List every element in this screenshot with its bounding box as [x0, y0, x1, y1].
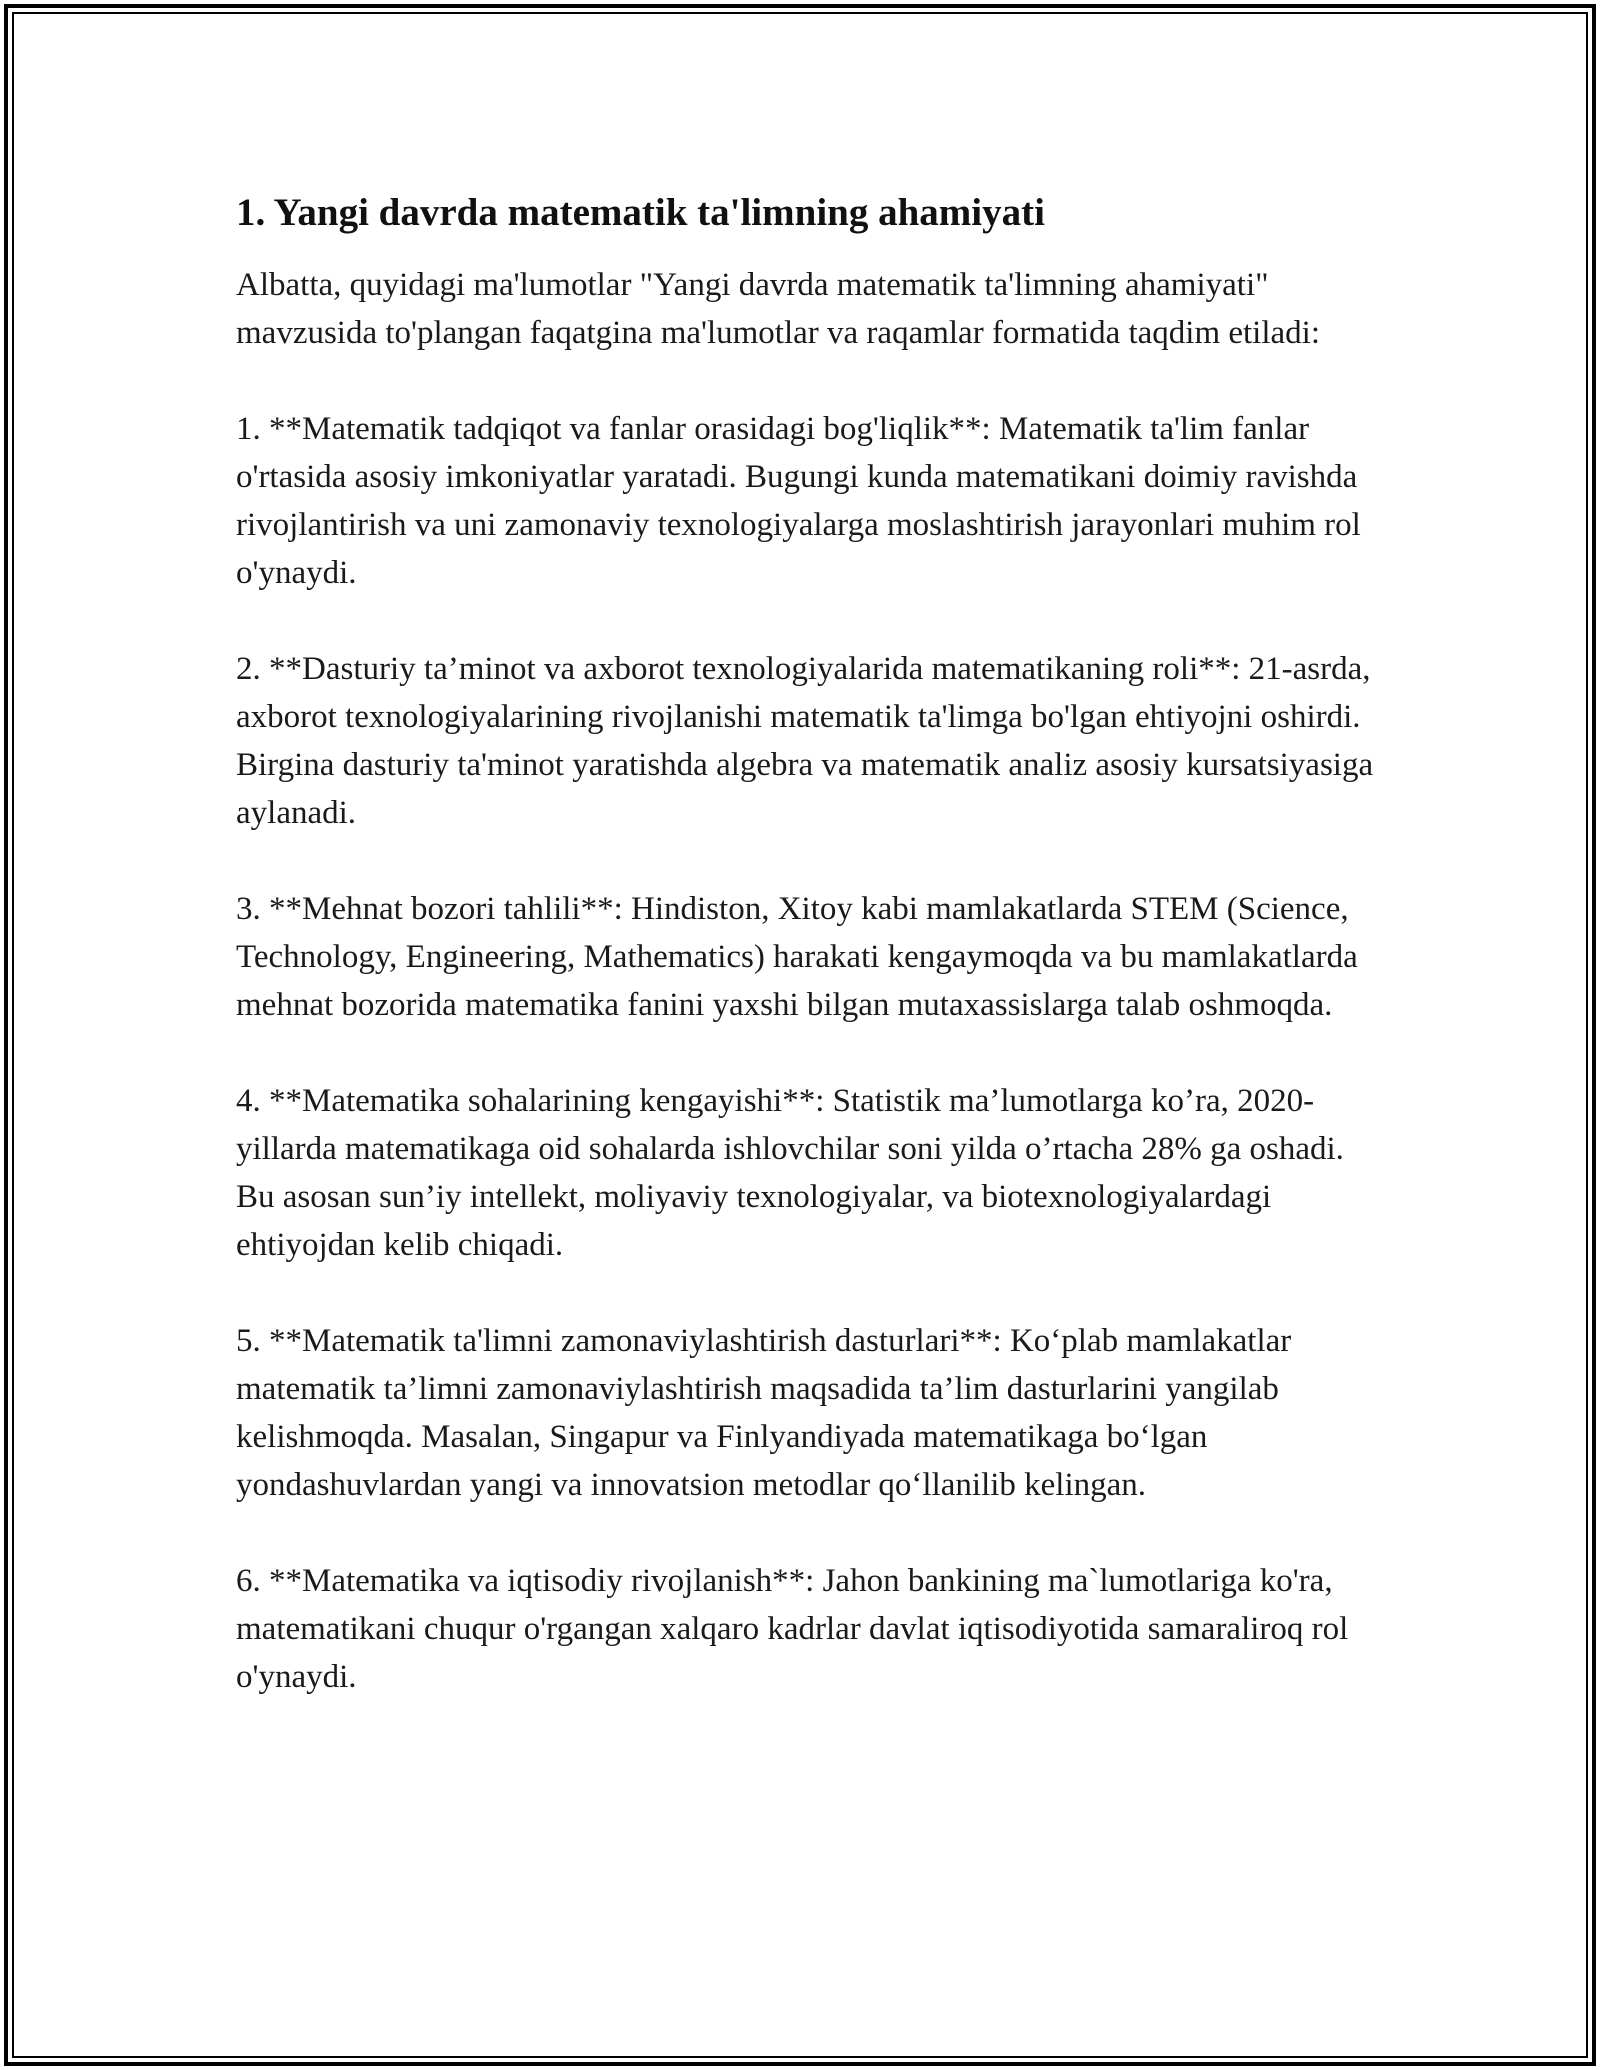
- list-item-6: 6. **Matematika va iqtisodiy rivojlanish**: Jahon bankining ma`lumotlariga ko'ra, matematikani chuqur o'rgangan xalqaro kadrlar davlat iqtisodiyotida samaraliroq rol o'ynaydi.: [236, 1563, 1349, 1695]
- intro-paragraph: Albatta, quyidagi ma'lumotlar "Yangi davrda matematik ta'limning ahamiyati" mavzusida to'plangan faqatgina ma'lumotlar va raqamlar formatida taqdim etiladi:: [236, 267, 1321, 351]
- list-item-3: 3. **Mehnat bozori tahlili**: Hindiston, Xitoy kabi mamlakatlarda STEM (Science, Technology, Engineering, Mathematics) harakati kengaymoqda va bu mamlakatlarda mehnat bozorida matematika fanini yaxshi bilgan mutaxassislarga talab oshmoqda.: [236, 891, 1358, 1023]
- list-item-4: 4. **Matematika sohalarining kengayishi**: Statistik ma’lumotlarga ko’ra, 2020-yillarda matematikaga oid sohalarda ishlovchilar soni yilda o’rtacha 28% ga oshadi. Bu asosan sun’iy intellekt, moliyaviy texnologiyalar, va biotexnologiyalardagi ehtiyojdan kelib chiqadi.: [236, 1083, 1344, 1263]
- section-heading: 1. Yangi davrda matematik ta'limning ahamiyati: [236, 191, 1045, 234]
- list-item-5: 5. **Matematik ta'limni zamonaviylashtirish dasturlari**: Ko‘plab mamlakatlar matematik ta’limni zamonaviylashtirish maqsadida ta’lim dasturlarini yangilab kelishmoqda. Masalan, Singapur va Finlyandiyada matematikaga bo‘lgan yondashuvlardan yangi va innovatsion metodlar qo‘llanilib kelingan.: [236, 1323, 1292, 1503]
- document-body: [236, 185, 1386, 1701]
- list-item-1: 1. **Matematik tadqiqot va fanlar orasidagi bog'liqlik**: Matematik ta'lim fanlar o'rtasida asosiy imkoniyatlar yaratadi. Bugungi kunda matematikani doimiy ravishda rivojlantirish va uni zamonaviy texnologiyalarga moslashtirish jarayonlari muhim rol o'ynaydi.: [236, 411, 1361, 591]
- list-item-2: 2. **Dasturiy ta’minot va axborot texnologiyalarida matematikaning roli**: 21-asrda, axborot texnologiyalarining rivojlanishi matematik ta'limga bo'lgan ehtiyojni oshirdi. Birgina dasturiy ta'minot yaratishda algebra va matematik analiz asosiy kursatsiyasiga aylanadi.: [236, 651, 1374, 831]
